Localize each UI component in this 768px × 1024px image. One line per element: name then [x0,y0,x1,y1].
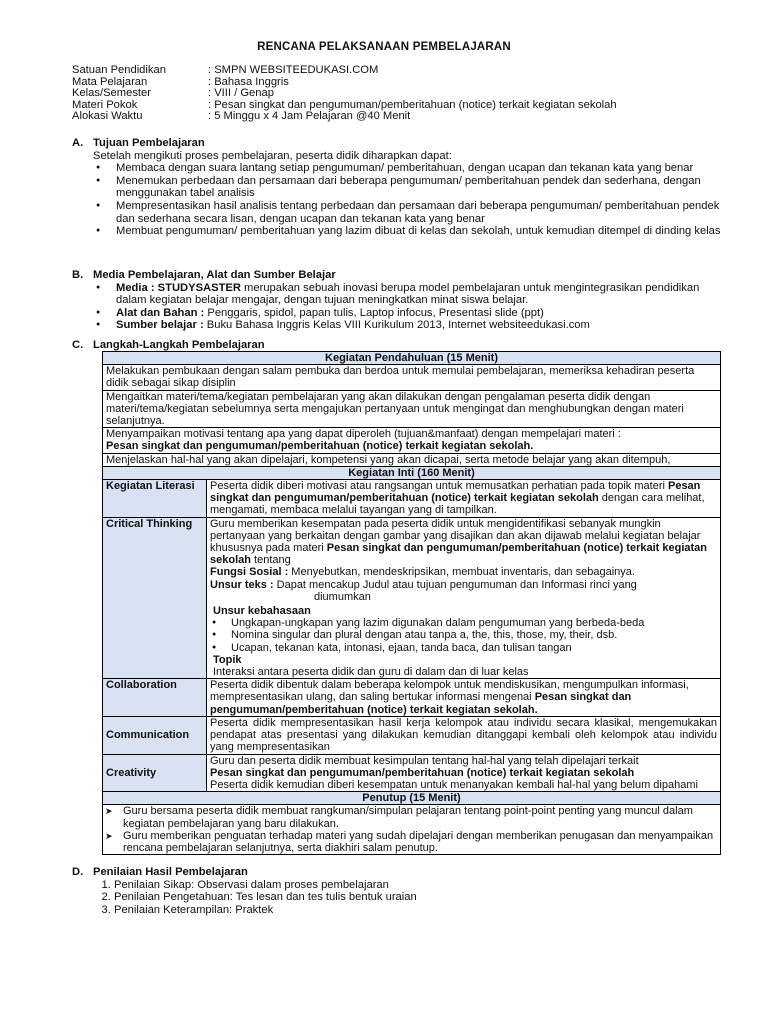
cell-text: Peserta didik kemudian diberi kesempatan untuk menanyakan kembali hal-hal yang belum dipahami [210,778,698,791]
list-item: 2. Penilaian Pengetahuan: Tes lesan dan tes tulis bentuk uraian [114,891,722,904]
pendahuluan-header: Kegiatan Pendahuluan (15 Menit) [103,352,721,365]
meta-row [72,64,617,76]
table-row [103,805,721,855]
meta-key: Alokasi Waktu [72,110,143,123]
list-item: ● Menemukan perbedaan dan persamaan dari beberapa pengumuman/ pemberitahuan pendek dan sederhana, dengan menggunakan tabel analisis [116,175,722,200]
section-letter: C. [72,339,84,351]
row-content [207,754,721,792]
list-item: ● Ucapan, tekanan kata, intonasi, ejaan, tanda baca, dan tulisan tangan [231,642,717,654]
row-label: Creativity [103,754,207,792]
meta-row [72,76,617,88]
meta-value: : Pesan singkat dan pengumuman/pemberitahuan (notice) terkait kegiatan sekolah [208,98,617,111]
meta-key: Mata Pelajaran [72,75,148,88]
cell-text: tentang [250,554,291,567]
cell-bold-text: Unsur kebahasaan [213,605,311,618]
section-heading [72,269,722,282]
meta-value: : 5 Minggu x 4 Jam Pelajaran @40 Menit [208,110,411,123]
cell-text: Interaksi antara peserta didik dan guru di dalam dan di luar kelas [213,666,529,679]
item-label: Media : STUDYSASTER [116,281,241,294]
section-letter: B. [72,269,84,281]
row-content [207,679,721,717]
list-item: ● Mempresentasikan hasil analisis tentang perbedaan dan persamaan dari beberapa pengumuman/ pemberitahuan pendek dan sederhana secara lisan, dengan ucapan dan tekanan kata yang benar [116,200,722,225]
list-item: ➤ Guru bersama peserta didik membuat rangkuman/simpulan pelajaran tentang point-point penting yang muncul dalam kegiatan pembelajaran yang baru dilakukan. [123,805,717,829]
kebahasaan-list [210,617,717,654]
cell-bold-text: Pesan singkat dan pengumuman/pemberitahuan (notice) terkait kegiatan sekolah. [106,440,534,453]
cell-bold-text: Pesan singkat dan pengumuman/pemberitahuan (notice) terkait kegiatan sekolah. [210,691,632,716]
cell-bold-text: Pesan singkat dan pengumuman/pemberitahuan (notice) terkait kegiatan sekolah [210,480,701,505]
table-row: Menjelaskan hal-hal yang akan dipelajari, kompetensi yang akan dicapai, serta metode belajar yang akan ditempuh, [103,453,721,466]
list-item [116,307,722,320]
item-text: merupakan sebuah inovasi berupa model pembelajaran untuk mengintegrasikan pendidikan dalam kegiatan belajar mengajar, dengan tujuan meningkatkan minat siswa belajar. [116,281,700,307]
cell-bold-text: Pesan singkat dan pengumuman/pemberitahuan (notice) terkait kegiatan sekolah [210,542,707,567]
penilaian-list [72,879,722,917]
item-text: Penggaris, spidol, papan tulis, Laptop infocus, Presentasi slide (ppt) [204,306,544,319]
item-label: Sumber belajar : [116,319,204,332]
section-title: Penilaian Hasil Pembelajaran [93,866,248,878]
table-row [103,428,721,453]
list-item: ➤ Guru memberikan penguatan terhadap materi yang sudah dipelajari dengan memberikan penugasan dan menyampaikan rencana pembelajaran selanjutnya, serta diakhiri salam penutup. [123,830,717,854]
row-content [207,480,721,518]
penutup-header: Penutup (15 Menit) [103,792,721,805]
cell-bold-text: Pesan singkat dan pengumuman/pemberitahuan (notice) terkait kegiatan sekolah [210,766,635,779]
meta-value: : VIII / Genap [208,87,274,100]
section-letter: D. [72,866,84,878]
section-heading [72,137,722,150]
document-title: RENCANA PELAKSANAAN PEMBELAJARAN [257,41,511,53]
list-item: 1. Penilaian Sikap: Observasi dalam proses pembelajaran [114,879,722,892]
meta-row [72,99,617,111]
cell-text: Peserta didik dibentuk dalam beberapa kelompok untuk mendiskusikan, mengumpulkan informasi, mempresentasikan ulang, dan saling bertukar informasi mengenai [210,679,689,704]
row-label: Critical Thinking [103,517,207,679]
list-item: ● Nomina singular dan plural dengan atau tanpa a, the, this, those, my, their, dsb. [231,629,717,641]
cell-text: Menyampaikan motivasi tentang apa yang dapat diperoleh (tujuan&manfaat) dengan mempelajari materi : [106,428,621,441]
meta-key: Materi Pokok [72,98,138,111]
cell-bold-text: Topik [213,653,242,666]
inti-header: Kegiatan Inti (160 Menit) [103,466,721,479]
section-title: Tujuan Pembelajaran [93,137,205,149]
meta-key: Kelas/Semester [72,87,151,100]
cell-bold-text: Unsur teks : [210,578,274,591]
section-heading [72,866,722,879]
list-item [116,319,722,332]
section-title: Langkah-Langkah Pembelajaran [93,339,265,351]
cell-bold-text: Fungsi Sosial : [210,566,289,579]
row-content [207,517,721,679]
cell-text: Menyebutkan, mendeskripsikan, membuat inventaris, dan sebagainya. [288,566,635,579]
tujuan-list [72,162,722,238]
cell-text: Dapat mencakup Judul atau tujuan pengumuman dan Informasi rinci yang [273,578,637,591]
cell-text: Guru memberikan kesempatan pada peserta didik untuk mengidentifikasi sebanyak mungkin pertanyaan yang berkaitan dengan gambar yang disajikan dan akan dijawab melalui kegiatan belajar khususnya pada materi [210,517,701,555]
identity-block [72,64,617,122]
row-content: Peserta didik mempresentasikan hasil kerja kelompok atau individu secara klasikal, mengemukakan pendapat atas presentasi yang dilakukan kemudian ditanggapi kembali oleh kelompok atau individu yang mempresentasikan [207,716,721,754]
media-list [72,282,722,332]
table-row: Mengaitkan materi/tema/kegiatan pembelajaran yang akan dilakukan dengan pengalaman peserta didik dengan materi/tema/kegiatan sebelumnya serta mengajukan pertanyaan untuk mengingat dan menghubungkan dengan materi selanjutnya. [103,390,721,428]
meta-value: : SMPN WEBSITEEDUKASI.COM [208,64,379,76]
meta-row [72,87,617,99]
meta-key: Satuan Pendidikan [72,64,166,76]
item-label: Alat dan Bahan : [116,306,205,319]
row-label: Communication [103,716,207,754]
row-label: Kegiatan Literasi [103,480,207,518]
list-item: ● Membuat pengumuman/ pemberitahuan yang lazim dibuat di kelas dan sekolah, untuk kemudian ditempel di dinding kelas [116,225,722,238]
section-penilaian [72,866,722,916]
cell-text: Guru dan peserta didik membuat kesimpulan tentang hal-hal yang telah dipelajari terkait [210,754,639,767]
meta-value: : Bahasa Inggris [208,75,289,88]
section-media [72,269,722,332]
section-intro: Setelah mengikuti proses pembelajaran, peserta didik diharapkan dapat: [93,149,452,162]
row-label: Collaboration [103,679,207,717]
section-title: Media Pembelajaran, Alat dan Sumber Belajar [93,269,336,281]
list-item: 3. Penilaian Keterampilan: Praktek [114,904,722,917]
section-langkah [72,339,722,352]
list-item [116,282,722,307]
section-heading [72,339,722,352]
section-letter: A. [72,137,84,149]
list-item: ● Ungkapan-ungkapan yang lazim digunakan dalam pengumuman yang berbeda-beda [231,617,717,629]
list-item: ● Membaca dengan suara lantang setiap pengumuman/ pemberitahuan, dengan ucapan dan tekanan kata yang benar [116,162,722,175]
cell-text: Peserta didik diberi motivasi atau rangsangan untuk memusatkan perhatian pada topik materi [210,480,668,493]
item-text: Buku Bahasa Inggris Kelas VIII Kurikulum 2013, Internet websiteedukasi.com [203,319,590,332]
section-tujuan [72,137,722,238]
meta-row [72,110,617,122]
table-row: Melakukan pembukaan dengan salam pembuka dan berdoa untuk memulai pembelajaran, memeriksa kehadiran peserta didik sebagai sikap disiplin [103,365,721,390]
cell-text: dengan cara melihat, mengamati, membaca melalui tayangan yang di tampilkan. [210,492,705,517]
cell-text: diumumkan [314,590,371,603]
penutup-list [105,805,717,854]
langkah-table [102,351,721,855]
